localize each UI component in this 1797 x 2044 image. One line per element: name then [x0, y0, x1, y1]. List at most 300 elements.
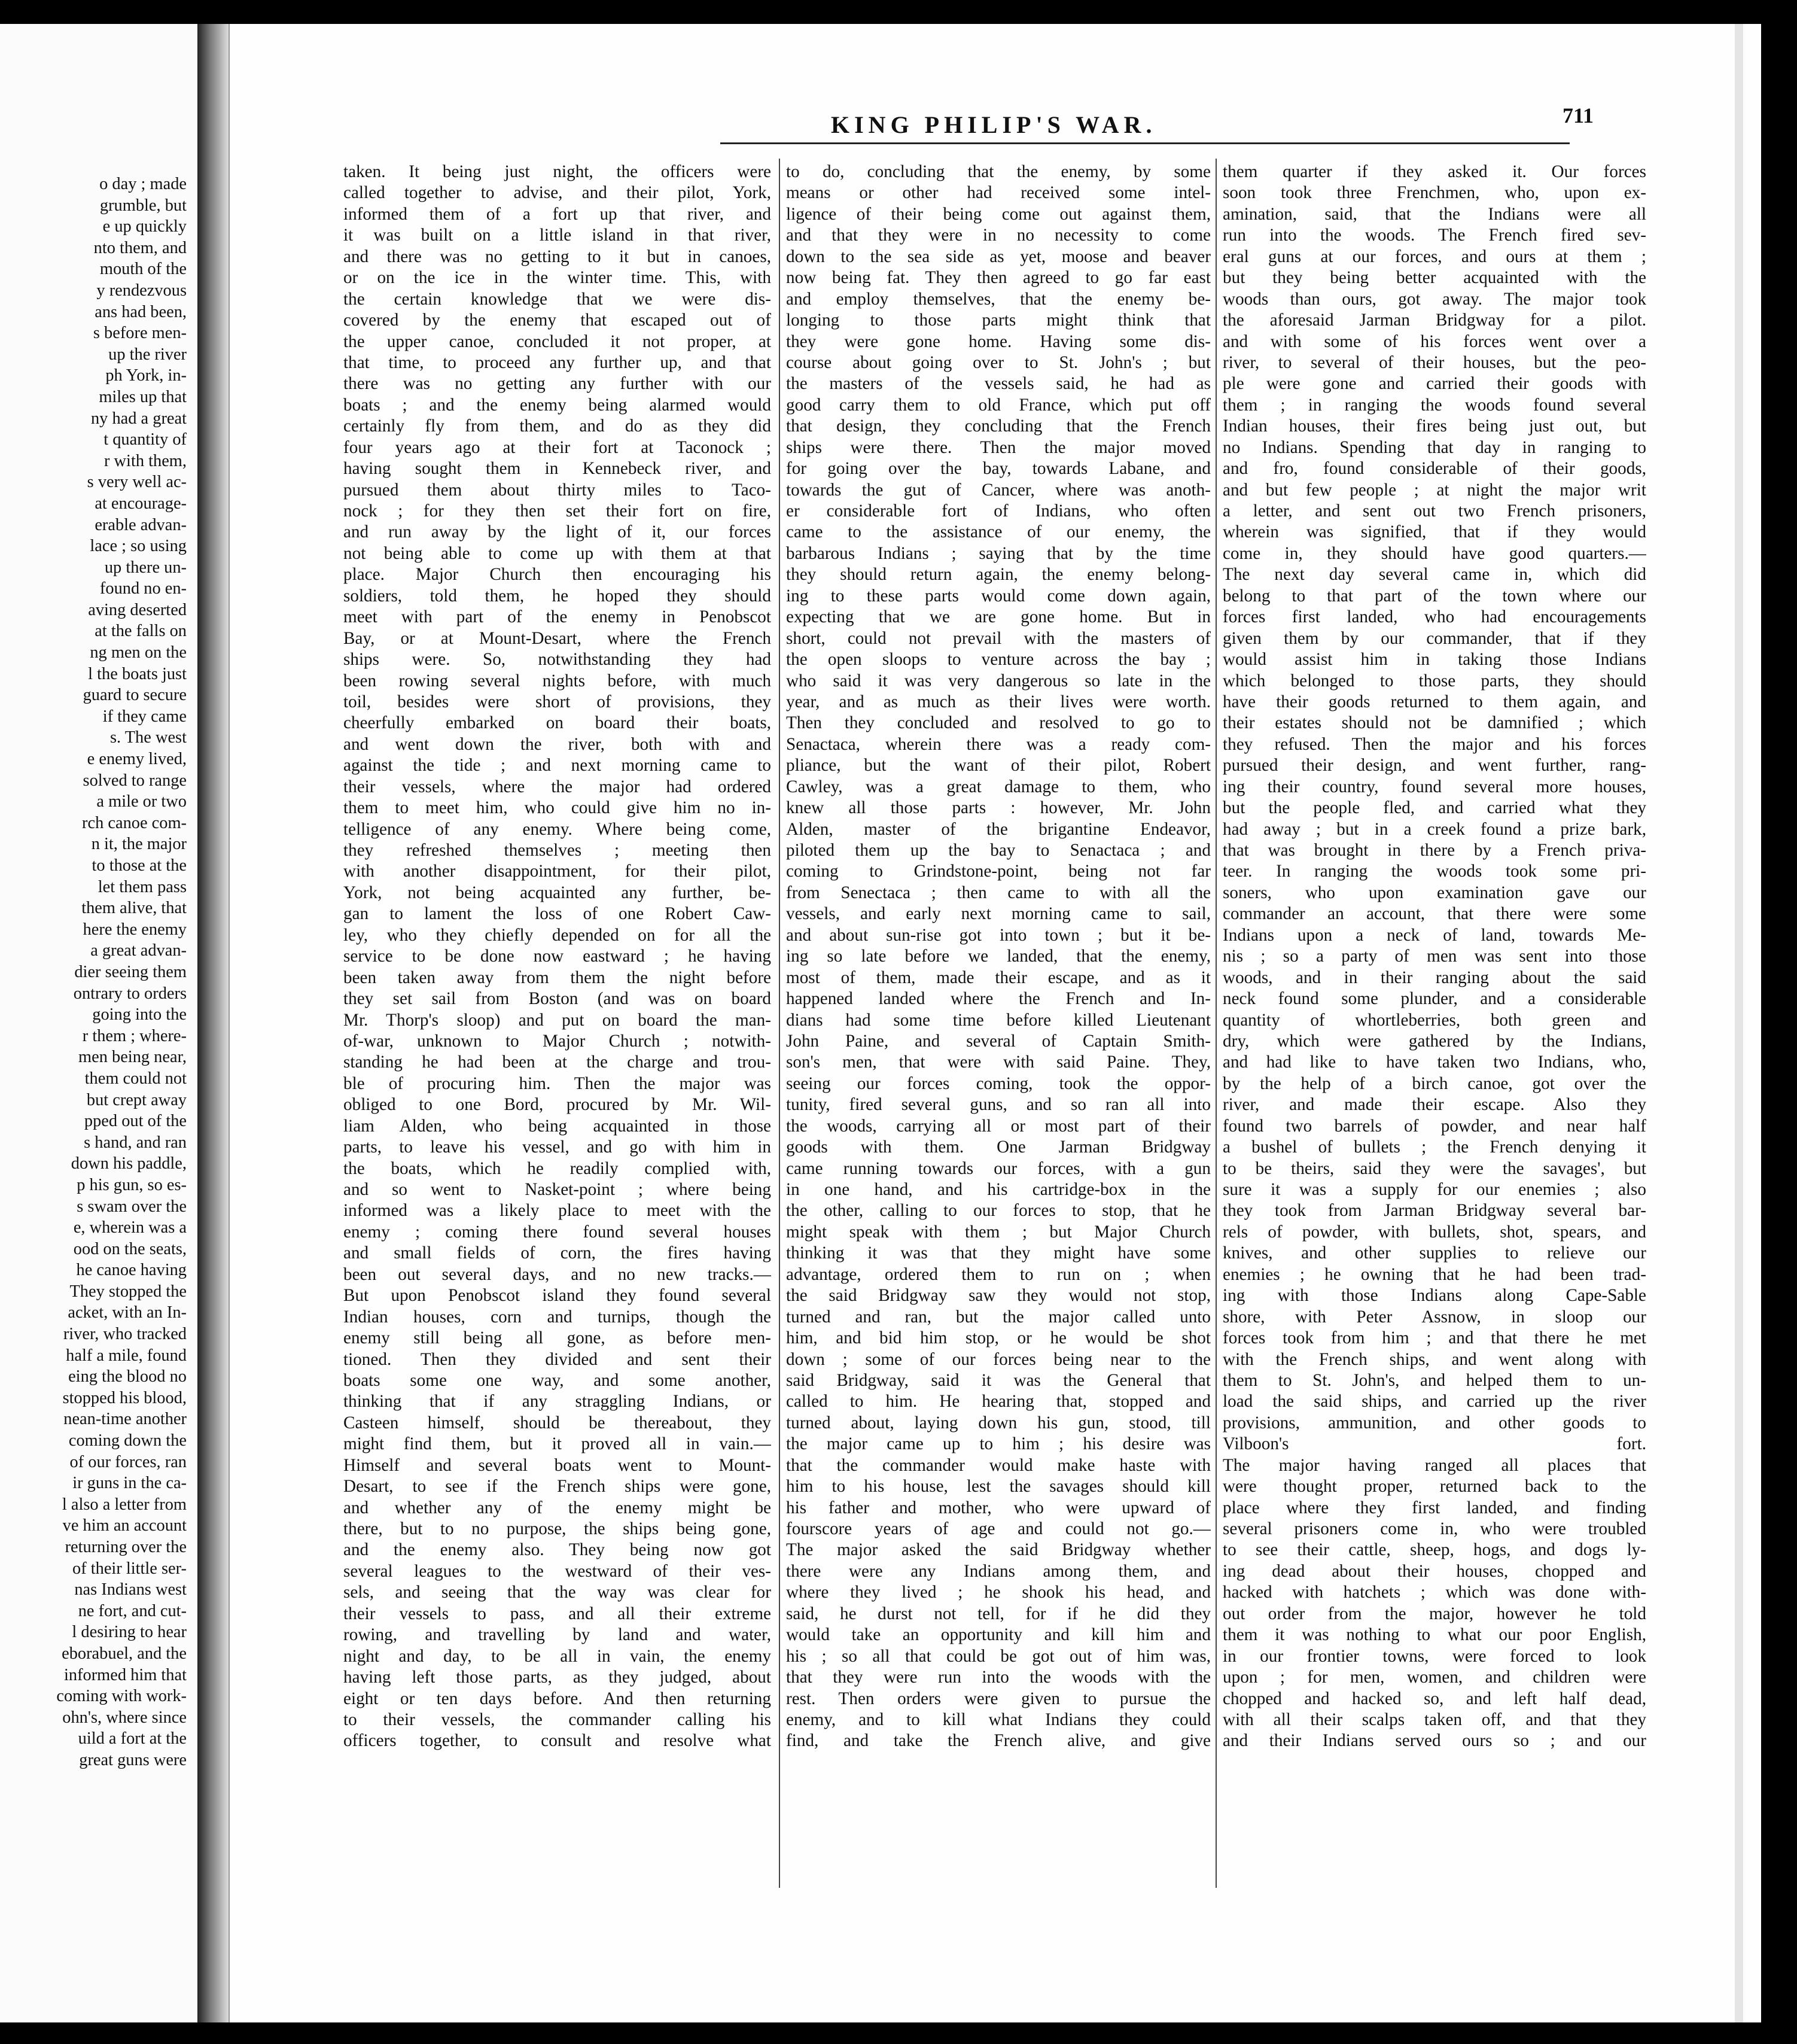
text-line: woods, and in their ranging about the said	[1223, 968, 1646, 987]
text-line: vessels, and early next morning came to sail,	[786, 904, 1211, 924]
text-line: river, and made their escape. Also they	[1223, 1095, 1646, 1115]
text-line: Cawley, was a great damage to them, who	[786, 777, 1211, 796]
text-line: cheerfully embarked on board their boats,	[343, 713, 771, 733]
running-head: KING PHILIP'S WAR.	[831, 111, 1157, 138]
text-line: that was brought in there by a French priva-	[1223, 841, 1646, 860]
text-line: boats some one way, and some another,	[343, 1370, 771, 1390]
text-line: the said Bridgway saw they would not stop,	[786, 1286, 1211, 1306]
text-line: his father and mother, who were upward of	[786, 1498, 1211, 1517]
text-line: enemy, and to kill what Indians they could	[786, 1710, 1211, 1729]
text-line: and about sun-rise got into town ; but it be-	[786, 925, 1211, 945]
facing-page-line: o day ; made	[99, 175, 187, 193]
text-line: soners, who upon examination gave our	[1223, 883, 1646, 902]
text-line: been rowing several nights before, with much	[343, 671, 771, 691]
text-line: from Senectaca ; then came to with all the	[786, 883, 1211, 902]
text-line: son's men, that were with said Paine. They,	[786, 1053, 1211, 1072]
text-line: York, not being acquainted any further, be-	[343, 883, 771, 902]
facing-page-line: down his paddle,	[71, 1154, 187, 1173]
text-line: a letter, and sent out two French prisoners,	[1223, 501, 1646, 521]
text-column-3	[1223, 162, 1646, 1752]
text-line: officers together, to consult and resolve what	[343, 1731, 771, 1751]
text-line: there, but to no purpose, the ships being gone,	[343, 1519, 771, 1538]
facing-page-line: ohn's, where since	[62, 1708, 187, 1727]
text-line: them to St. John's, and helped them to un-	[1223, 1370, 1646, 1390]
text-line: them it was nothing to what our poor English,	[1223, 1625, 1646, 1645]
text-line: Senactaca, wherein there was a ready com-	[786, 734, 1211, 754]
facing-page-line: a mile or two	[96, 792, 187, 811]
text-line: certainly fly from them, and do as they did	[343, 416, 771, 436]
text-line: for going over the bay, towards Labane, and	[786, 459, 1211, 479]
column-rule	[779, 159, 780, 1888]
text-line: most of them, made their escape, and as it	[786, 968, 1211, 987]
text-line: piloted them up the bay to Senactaca ; and	[786, 841, 1211, 860]
text-line: knives, and other supplies to relieve our	[1223, 1243, 1646, 1263]
text-line: fourscore years of age and could not go.—	[786, 1519, 1211, 1538]
facing-page-line: nas Indians west	[74, 1580, 187, 1599]
facing-page-line: l also a letter from	[62, 1495, 187, 1514]
text-line: happened landed where the French and In-	[786, 989, 1211, 1009]
text-line: The major asked the said Bridgway whether	[786, 1540, 1211, 1560]
facing-page-line: y rendezvous	[96, 281, 187, 300]
text-line: they took from Jarman Bridgway several bar-	[1223, 1201, 1646, 1221]
text-line: course about going over to St. John's ; but	[786, 352, 1211, 372]
text-line: Casteen himself, should be thereabout, they	[343, 1413, 771, 1432]
text-line: run into the woods. The French fired sev-	[1223, 226, 1646, 245]
text-line: year, and as much as their lives were worth.	[786, 692, 1211, 711]
text-line: seeing our forces coming, took the oppor-	[786, 1073, 1211, 1093]
text-line: provisions, ammunition, and other goods to	[1223, 1413, 1646, 1432]
facing-page-line: found no en-	[99, 579, 187, 598]
text-line: to be theirs, said they were the savages', but	[1223, 1158, 1646, 1178]
facing-page-line: r them ; where-	[82, 1026, 187, 1045]
text-line: in our frontier towns, were forced to look	[1223, 1646, 1646, 1666]
text-line: out order from the major, however he told	[1223, 1604, 1646, 1623]
facing-page-line: aving deserted	[88, 600, 187, 619]
text-line: ligence of their being come out against them,	[786, 204, 1211, 224]
text-line: of-war, unknown to Major Church ; notwith-	[343, 1031, 771, 1051]
text-line: eight or ten days before. And then returning	[343, 1689, 771, 1708]
facing-page-line: s before men-	[93, 324, 187, 343]
text-line: their estates should not be damnified ; which	[1223, 713, 1646, 733]
facing-page-line: up the river	[108, 345, 187, 364]
text-line: their vessels, where the major had ordered	[343, 777, 771, 796]
text-line: quantity of whortleberries, both green and	[1223, 1010, 1646, 1030]
text-line: woods than ours, got away. The major took	[1223, 289, 1646, 309]
text-line: him to his house, lest the savages should kill	[786, 1477, 1211, 1496]
text-line: night and day, to be all in vain, the enemy	[343, 1646, 771, 1666]
text-line: a bushel of bullets ; the French denying it	[1223, 1137, 1646, 1157]
text-line: pliance, but the want of their pilot, Robert	[786, 756, 1211, 775]
facing-page-line: erable advan-	[95, 515, 187, 534]
text-line: boats ; and the enemy being alarmed would	[343, 395, 771, 415]
facing-page-line: here the enemy	[83, 920, 187, 939]
text-line: turned and ran, but the major called unto	[786, 1307, 1211, 1327]
text-line: Then they concluded and resolved to go to	[786, 713, 1211, 733]
text-line: having left those parts, as they judged, about	[343, 1668, 771, 1687]
text-line: Vilboon's fort.	[1223, 1434, 1646, 1454]
facing-page-line: s. The west	[109, 728, 187, 747]
text-line: tunity, fired several guns, and so ran all into	[786, 1095, 1211, 1115]
text-line: liam Alden, who being acquainted in those	[343, 1116, 771, 1136]
text-line: rels of powder, with bullets, shot, spears, and	[1223, 1222, 1646, 1242]
facing-page-line: acket, with an In-	[68, 1303, 187, 1322]
text-line: in one hand, and his cartridge-box in the	[786, 1180, 1211, 1199]
text-line: having sought them in Kennebeck river, and	[343, 459, 771, 479]
text-line: and whether any of the enemy might be	[343, 1498, 771, 1517]
text-line: his ; so all that could be got out of him was,	[786, 1646, 1211, 1666]
facing-page-line: going into the	[92, 1005, 187, 1024]
text-line: to see their cattle, sheep, hogs, and dogs ly-	[1223, 1540, 1646, 1560]
text-line: have their goods returned to them again, and	[1223, 692, 1646, 711]
facing-page-line: let them pass	[98, 877, 187, 896]
text-line: meet with part of the enemy in Penobscot	[343, 607, 771, 627]
text-line: Indian houses, their fires being just out, but	[1223, 416, 1646, 436]
text-line: and their Indians served ours so ; and our	[1223, 1731, 1646, 1751]
text-line: dians had some time before killed Lieutenant	[786, 1010, 1211, 1030]
facing-page-line: dier seeing them	[74, 962, 187, 981]
text-line: against the tide ; and next morning came to	[343, 756, 771, 775]
text-line: given them by our commander, that if they	[1223, 628, 1646, 648]
text-line: and small fields of corn, the fires having	[343, 1243, 771, 1263]
text-line: but the people fled, and carried what they	[1223, 798, 1646, 818]
facing-page-line: coming with work-	[56, 1687, 187, 1706]
facing-page-line: nean-time another	[63, 1410, 187, 1429]
text-line: ing their country, found several more houses,	[1223, 777, 1646, 796]
text-line: called together to advise, and their pilot, York,	[343, 183, 771, 203]
text-line: nock ; for they then set their fort on fire,	[343, 501, 771, 521]
text-line: came running towards our forces, with a gun	[786, 1158, 1211, 1178]
text-line: dry, which were gathered by the Indians,	[1223, 1031, 1646, 1051]
text-line: and fro, found considerable of their goods,	[1223, 459, 1646, 479]
text-line: four years ago at their fort at Taconock ;	[343, 437, 771, 457]
facing-page-line: r with them,	[104, 451, 187, 470]
text-line: longing to those parts might think that	[786, 311, 1211, 330]
facing-page-line: if they came	[102, 707, 187, 726]
text-line: that design, they concluding that the French	[786, 416, 1211, 436]
text-line: advantage, ordered them to run on ; when	[786, 1264, 1211, 1284]
text-line: river, to several of their houses, but the peo-	[1223, 352, 1646, 372]
text-line: and had like to have taken two Indians, who,	[1223, 1053, 1646, 1072]
facing-page-line: e up quickly	[102, 217, 187, 236]
facing-page-text	[1, 174, 187, 1771]
text-line: the other, calling to our forces to stop, that he	[786, 1201, 1211, 1221]
text-line: gan to lament the loss of one Robert Caw-	[343, 904, 771, 924]
text-line: belong to that part of the town where our	[1223, 586, 1646, 606]
text-line: might speak with them ; but Major Church	[786, 1222, 1211, 1242]
text-line: had away ; but in a creek found a prize bark,	[1223, 819, 1646, 839]
text-line: ships were there. Then the major moved	[786, 437, 1211, 457]
facing-page-line: They stopped the	[69, 1282, 187, 1301]
text-line: that the commander would make haste with	[786, 1455, 1211, 1475]
text-line: or on the ice in the winter time. This, with	[343, 268, 771, 288]
facing-page-line: s very well ac-	[87, 473, 187, 492]
text-line: sure it was a supply for our enemies ; also	[1223, 1180, 1646, 1199]
facing-page-line: ve him an account	[62, 1516, 187, 1535]
facing-page-line: ans had been,	[95, 302, 187, 321]
facing-page-line: nto them, and	[93, 238, 187, 257]
facing-page-line: e, wherein was a	[73, 1218, 187, 1237]
text-line: the woods, carrying all or most part of their	[786, 1116, 1211, 1136]
text-line: thinking it was that they might have some	[786, 1243, 1211, 1263]
text-line: rowing, and travelling by land and water,	[343, 1625, 771, 1645]
text-line: obliged to one Bord, procured by Mr. Wil-	[343, 1095, 771, 1115]
text-line: wherein was signified, that if they would	[1223, 522, 1646, 542]
text-line: said, he durst not tell, for if he did they	[786, 1604, 1211, 1623]
facing-page-line: ne fort, and cut-	[78, 1601, 187, 1620]
text-line: toil, besides were short of provisions, they	[343, 692, 771, 711]
text-line: pursued them about thirty miles to Taco-	[343, 480, 771, 500]
text-line: er considerable fort of Indians, who often	[786, 501, 1211, 521]
facing-page-line: ny had a great	[90, 409, 187, 428]
text-line: telligence of any enemy. Where being come,	[343, 819, 771, 839]
facing-page-line: solved to range	[83, 771, 187, 790]
text-line: Desart, to see if the French ships were gone,	[343, 1477, 771, 1496]
text-line: tioned. Then they divided and sent their	[343, 1349, 771, 1369]
text-line: with another disappointment, for their pilot,	[343, 862, 771, 881]
text-line: covered by the enemy that escaped out of	[343, 311, 771, 330]
text-line: expecting that we are gone home. But in	[786, 607, 1211, 627]
text-line: parts, to leave his vessel, and go with him in	[343, 1137, 771, 1157]
facing-page-line: to those at the	[92, 856, 187, 875]
facing-page-line: river, who tracked	[63, 1325, 187, 1344]
text-line: and there was no getting to it but in canoes,	[343, 247, 771, 266]
text-line: by the help of a birch canoe, got over the	[1223, 1073, 1646, 1093]
text-line: The next day several came in, which did	[1223, 565, 1646, 585]
text-line: coming to Grindstone-point, being not far	[786, 862, 1211, 881]
text-line: and that they were in no necessity to come	[786, 226, 1211, 245]
facing-page-line: of their little ser-	[72, 1559, 187, 1578]
facing-page-line: ng men on the	[90, 643, 187, 662]
text-line: them to meet him, who could give him no in-	[343, 798, 771, 818]
facing-page	[0, 24, 197, 2022]
facing-page-line: them alive, that	[81, 899, 187, 918]
text-line: the open sloops to venture across the bay ;	[786, 650, 1211, 670]
text-line: with all their scalps taken off, and that they	[1223, 1710, 1646, 1729]
text-line: Himself and several boats went to Mount-	[343, 1455, 771, 1475]
text-line: that they were run into the woods with the	[786, 1668, 1211, 1687]
facing-page-line: s hand, and ran	[84, 1133, 187, 1152]
text-line: turned about, laying down his gun, stood, till	[786, 1413, 1211, 1432]
text-line: good carry them to old France, which put off	[786, 395, 1211, 415]
text-line: might find them, but it proved all in vain.—	[343, 1434, 771, 1454]
text-line: enemy still being all gone, as before men-	[343, 1328, 771, 1348]
facing-page-line: half a mile, found	[66, 1346, 187, 1365]
text-line: service to be done now eastward ; he having	[343, 947, 771, 966]
text-line: upon ; for men, women, and children were	[1223, 1668, 1646, 1687]
text-line: several prisoners come in, who were troubled	[1223, 1519, 1646, 1538]
text-line: neck found some plunder, and a considerable	[1223, 989, 1646, 1009]
text-column-2	[786, 162, 1211, 1752]
text-line: and went down the river, both with and	[343, 734, 771, 754]
text-line: commander an account, that there were some	[1223, 904, 1646, 924]
text-line: sels, and seeing that the way was clear for	[343, 1583, 771, 1602]
text-line: down to the sea side as yet, moose and beaver	[786, 247, 1211, 266]
facing-page-line: s swam over the	[77, 1197, 187, 1216]
facing-page-line: he canoe having	[76, 1261, 187, 1280]
text-line: informed them of a fort up that river, and	[343, 204, 771, 224]
facing-page-line: l desiring to hear	[72, 1623, 187, 1642]
text-line: place where they first landed, and finding	[1223, 1498, 1646, 1517]
facing-page-line: l the boats just	[88, 664, 187, 683]
facing-page-line: ood on the seats,	[73, 1239, 187, 1258]
text-line: ing with those Indians along Cape-Sable	[1223, 1286, 1646, 1306]
facing-page-line: uild a fort at the	[78, 1729, 187, 1748]
text-line: place. Major Church then encouraging his	[343, 565, 771, 585]
text-line: Bay, or at Mount-Desart, where the French	[343, 628, 771, 648]
book-page	[229, 24, 1761, 2022]
column-rule	[1216, 159, 1217, 1888]
text-line: there were any Indians among them, and	[786, 1561, 1211, 1581]
facing-page-line: returning over the	[65, 1538, 187, 1556]
facing-page-line: up there un-	[104, 558, 187, 577]
text-line: rest. Then orders were given to pursue the	[786, 1689, 1211, 1708]
facing-page-line: ph York, in-	[105, 366, 187, 385]
text-line: Mr. Thorp's sloop) and put on board the man-	[343, 1010, 771, 1030]
text-line: down ; some of our forces being near to the	[786, 1349, 1211, 1369]
text-line: would take an opportunity and kill him and	[786, 1625, 1211, 1645]
text-line: short, could not prevail with the masters of	[786, 628, 1211, 648]
text-line: load the said ships, and carried up the river	[1223, 1392, 1646, 1412]
facing-page-line: ontrary to orders	[73, 984, 187, 1003]
text-line: soldiers, told them, he hoped they should	[343, 586, 771, 606]
text-line: ple were gone and carried their goods with	[1223, 374, 1646, 394]
text-line: them quarter if they asked it. Our forces	[1223, 162, 1646, 181]
text-line: Indian houses, corn and turnips, though the	[343, 1307, 771, 1327]
text-line: which belonged to those parts, they should	[1223, 671, 1646, 691]
text-line: several leagues to the westward of their ves-	[343, 1561, 771, 1581]
text-line: their vessels to pass, and all their extreme	[343, 1604, 771, 1623]
facing-page-line: at the falls on	[95, 622, 187, 641]
text-line: Indians upon a neck of land, towards Me-	[1223, 925, 1646, 945]
text-line: him, and bid him stop, or he would be shot	[786, 1328, 1211, 1348]
text-line: ships were. So, notwithstanding they had	[343, 650, 771, 670]
facing-page-line: mouth of the	[99, 260, 187, 279]
text-line: means or other had received some intel-	[786, 183, 1211, 203]
text-line: goods with them. One Jarman Bridgway	[786, 1137, 1211, 1157]
facing-page-line: eing the blood no	[68, 1367, 187, 1386]
text-line: chopped and hacked so, and left half dead,	[1223, 1689, 1646, 1708]
facing-page-line: rch canoe com-	[82, 813, 187, 832]
text-line: the masters of the vessels said, he had as	[786, 374, 1211, 394]
facing-page-line: but crept away	[86, 1090, 187, 1109]
text-line: that time, to proceed any further up, and that	[343, 352, 771, 372]
text-line: The major having ranged all places that	[1223, 1455, 1646, 1475]
text-line: the aforesaid Jarman Bridgway for a pilot.	[1223, 311, 1646, 330]
text-line: they set sail from Boston (and was on board	[343, 989, 771, 1009]
text-line: find, and take the French alive, and give	[786, 1731, 1211, 1751]
text-line: but they being better acquainted with the	[1223, 268, 1646, 288]
text-line: Alden, master of the brigantine Endeavor,	[786, 819, 1211, 839]
facing-page-line: guard to secure	[83, 686, 187, 705]
facing-page-line: ir guns in the ca-	[72, 1474, 187, 1493]
book-gutter	[197, 24, 229, 2022]
text-line: enemies ; he owning that he had been trad-	[1223, 1264, 1646, 1284]
text-line: forces first landed, who had encouragements	[1223, 607, 1646, 627]
text-line: hacked with hatchets ; which was done with-	[1223, 1583, 1646, 1602]
text-line: were thought proper, returned back to the	[1223, 1477, 1646, 1496]
text-line: ble of procuring him. Then the major was	[343, 1073, 771, 1093]
text-line: not being able to come up with them at that	[343, 543, 771, 563]
text-line: thinking that if any straggling Indians, or	[343, 1392, 771, 1412]
text-line: the major came up to him ; his desire was	[786, 1434, 1211, 1454]
facing-page-line: men being near,	[78, 1048, 187, 1067]
text-line: and run away by the light of it, our forces	[343, 522, 771, 542]
text-line: the certain knowledge that we were dis-	[343, 289, 771, 309]
facing-page-line: miles up that	[99, 387, 187, 406]
text-line: would assist him in taking those Indians	[1223, 650, 1646, 670]
facing-page-line: pped out of the	[84, 1112, 187, 1131]
text-line: ing so late before we landed, that the enemy,	[786, 947, 1211, 966]
text-line: who said it was very dangerous so late in the	[786, 671, 1211, 691]
text-line: to their vessels, the commander calling his	[343, 1710, 771, 1729]
text-line: no Indians. Spending that day in ranging to	[1223, 437, 1646, 457]
facing-page-line: t quantity of	[103, 430, 187, 449]
facing-page-line: eborabuel, and the	[62, 1644, 187, 1663]
text-line: to do, concluding that the enemy, by some	[786, 162, 1211, 181]
text-line: where they lived ; he shook his head, and	[786, 1583, 1211, 1602]
text-line: said Bridgway, said it was the General that	[786, 1370, 1211, 1390]
text-line: ing dead about their houses, chopped and	[1223, 1561, 1646, 1581]
facing-page-line: coming down the	[68, 1431, 187, 1450]
page-edge	[1735, 24, 1743, 2022]
text-line: come in, they should have good quarters.—	[1223, 543, 1646, 563]
text-line: barbarous Indians ; saying that by the time	[786, 543, 1211, 563]
facing-page-line: grumble, but	[99, 196, 187, 215]
text-line: shore, with Peter Assnow, in sloop our	[1223, 1307, 1646, 1327]
page-number: 711	[1563, 104, 1594, 127]
text-line: the upper canoe, concluded it not proper, at	[343, 331, 771, 351]
text-line: ley, who they chiefly depended on for all the	[343, 925, 771, 945]
text-column-1	[343, 162, 771, 1752]
facing-page-line: informed him that	[63, 1665, 187, 1684]
facing-page-line: them could not	[84, 1069, 187, 1088]
text-line: pursued their design, and went further, rang-	[1223, 756, 1646, 775]
text-line: they refreshed themselves ; meeting then	[343, 841, 771, 860]
text-line: them ; in ranging the woods found several	[1223, 395, 1646, 415]
text-line: teer. In ranging the woods took some pri-	[1223, 862, 1646, 881]
facing-page-line: lace ; so using	[90, 537, 187, 556]
facing-page-line: n it, the major	[91, 835, 187, 854]
text-line: been taken away from them the night before	[343, 968, 771, 987]
text-line: and but few people ; at night the major writ	[1223, 480, 1646, 500]
text-line: and with some of his forces went over a	[1223, 331, 1646, 351]
facing-page-line: of our forces, ran	[69, 1452, 187, 1471]
facing-page-line: a great advan-	[90, 941, 187, 960]
facing-page-line: stopped his blood,	[62, 1388, 187, 1407]
facing-page-line: e enemy lived,	[87, 750, 187, 769]
text-line: informed was a likely place to meet with the	[343, 1201, 771, 1221]
text-line: John Paine, and several of Captain Smith-	[786, 1031, 1211, 1051]
text-line: taken. It being just night, the officers were	[343, 162, 771, 181]
text-line: knew all those parts : however, Mr. John	[786, 798, 1211, 818]
text-line: came to the assistance of our enemy, the	[786, 522, 1211, 542]
text-line: they were gone home. Having some dis-	[786, 331, 1211, 351]
text-line: standing he had been at the charge and trou-	[343, 1053, 771, 1072]
text-line: eral guns at our forces, and ours at them ;	[1223, 247, 1646, 266]
text-line: But upon Penobscot island they found several	[343, 1286, 771, 1306]
text-line: it was built on a little island in that river,	[343, 226, 771, 245]
text-line: forces took from him ; and that there he met	[1223, 1328, 1646, 1348]
facing-page-line: p his gun, so es-	[77, 1175, 187, 1194]
text-line: enemy ; coming there found several houses	[343, 1222, 771, 1242]
text-line: and employ themselves, that the enemy be-	[786, 289, 1211, 309]
text-line: nis ; so a party of men was sent into those	[1223, 947, 1646, 966]
text-line: called to him. He hearing that, stopped and	[786, 1392, 1211, 1412]
text-line: soon took three Frenchmen, who, upon ex-	[1223, 183, 1646, 203]
facing-page-line: great guns were	[79, 1750, 187, 1769]
facing-page-line: at encourage-	[95, 494, 187, 513]
text-line: there was no getting any further with our	[343, 374, 771, 394]
